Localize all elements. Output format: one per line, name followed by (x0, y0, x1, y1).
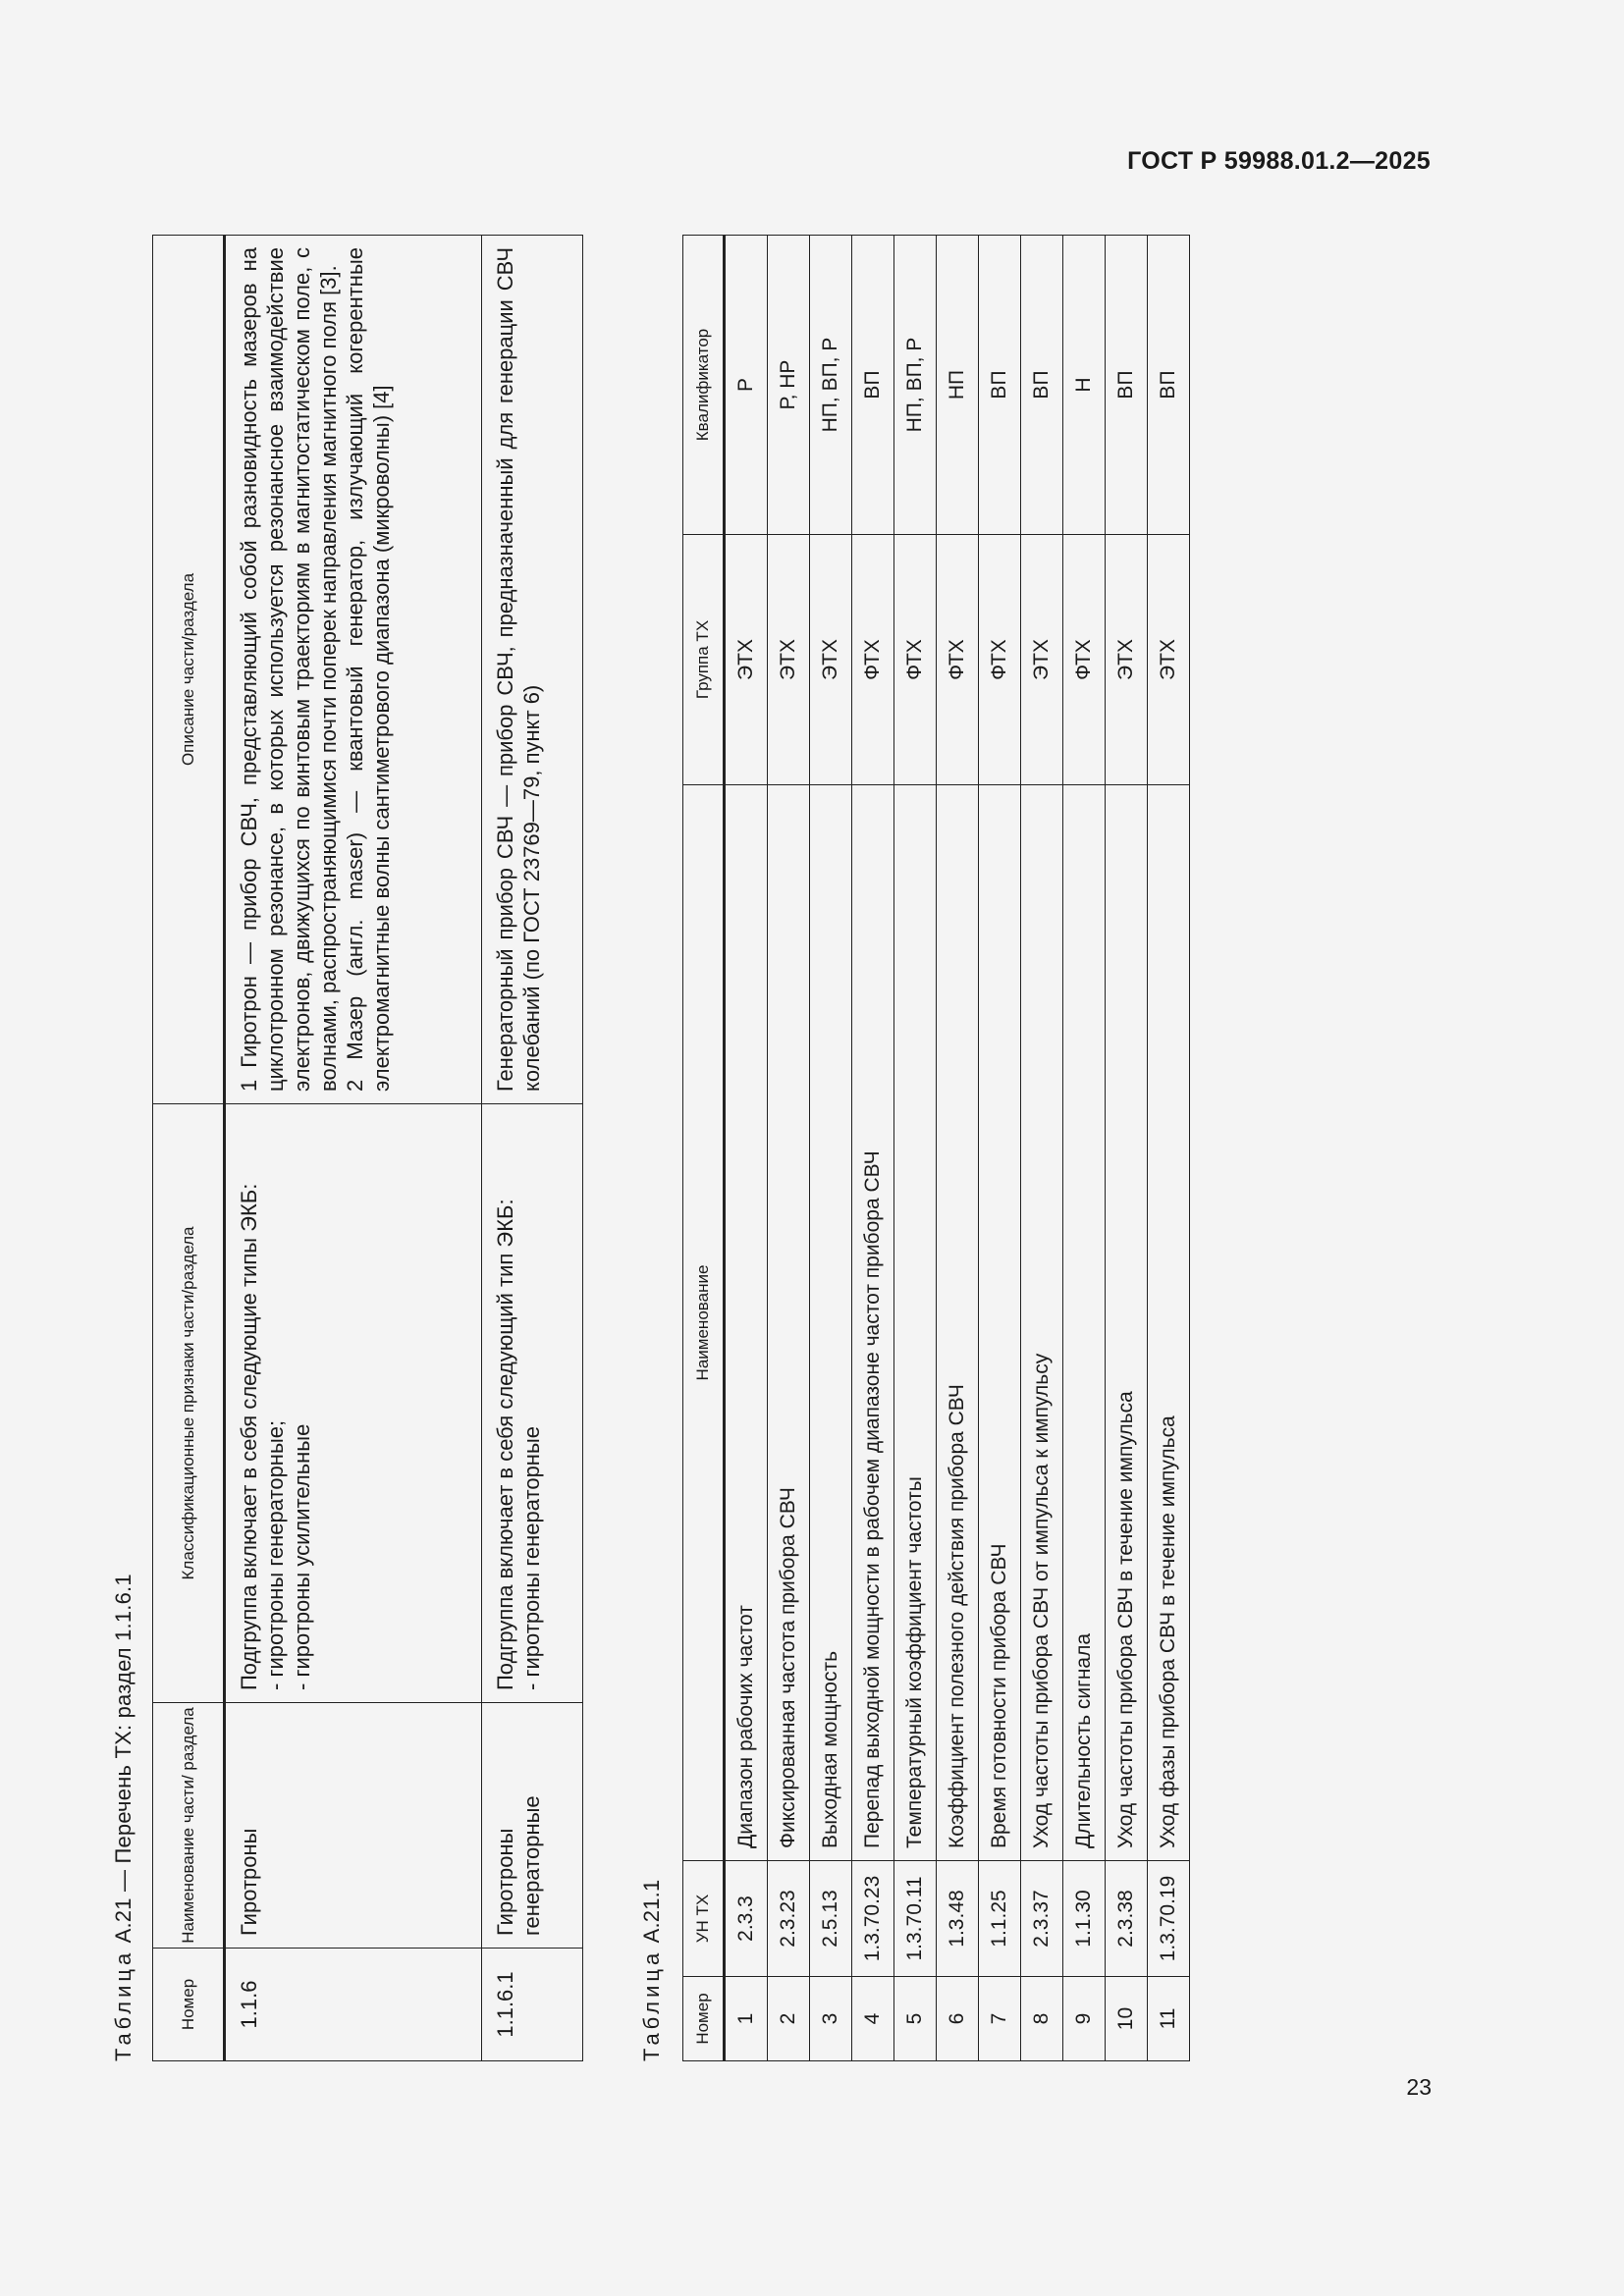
row-name: Длительность сигнала (1063, 785, 1106, 1861)
row-number: 1.1.6.1 (482, 1949, 583, 2061)
document-code: ГОСТ Р 59988.01.2—2025 (1127, 147, 1431, 175)
row-group: ЭТХ (725, 535, 768, 785)
row-code: 1.3.70.19 (1148, 1861, 1190, 1977)
row-number: 1 (725, 1977, 768, 2061)
row-name: Фиксированная частота прибора СВЧ (768, 785, 810, 1861)
table-row (979, 236, 1021, 2061)
row-group: ЭТХ (768, 535, 810, 785)
row-description: Генераторный прибор СВЧ — прибор СВЧ, предназначенный для генерации СВЧ колебаний (по ГОСТ 23769—79, пункт 6) (482, 236, 583, 1104)
row-features: Подгруппа включает в себя следующие типы ЭКБ: - гиротроны генераторные; - гиротроны усилительные (225, 1104, 482, 1703)
row-code: 2.3.23 (768, 1861, 810, 1977)
row-qualifier: ВП (1148, 236, 1190, 535)
table-row (725, 236, 768, 2061)
row-qualifier: ВП (979, 236, 1021, 535)
header-description: Описание части/раздела (153, 236, 225, 1104)
table-row (1148, 236, 1190, 2061)
row-part-name: Гиротроны генераторные (482, 1703, 583, 1949)
row-number: 5 (894, 1977, 937, 2061)
table-a211-header (683, 236, 725, 2061)
row-name: Диапазон рабочих частот (725, 785, 768, 1861)
table-a211-caption: Таблица А.21.1 (639, 1879, 664, 2061)
header-number: Номер (683, 1977, 725, 2061)
table-row (768, 236, 810, 2061)
row-name: Выходная мощность (810, 785, 852, 1861)
row-number: 6 (937, 1977, 979, 2061)
row-name: Уход частоты прибора СВЧ от импульса к импульсу (1021, 785, 1063, 1861)
row-number: 9 (1063, 1977, 1106, 2061)
row-name: Уход фазы прибора СВЧ в течение импульса (1148, 785, 1190, 1861)
table-a21-header (153, 236, 225, 2061)
table-row (810, 236, 852, 2061)
header-part-name: Наименование части/ раздела (153, 1703, 225, 1949)
row-qualifier: ВП (1021, 236, 1063, 535)
row-group: ЭТХ (1021, 535, 1063, 785)
row-group: ФТХ (852, 535, 894, 785)
row-name: Уход частоты прибора СВЧ в течение импульса (1106, 785, 1148, 1861)
row-name: Время готовности прибора СВЧ (979, 785, 1021, 1861)
row-number: 7 (979, 1977, 1021, 2061)
table-row (852, 236, 894, 2061)
row-group: ФТХ (1063, 535, 1106, 785)
row-number: 10 (1106, 1977, 1148, 2061)
row-code: 1.1.25 (979, 1861, 1021, 1977)
row-code: 1.3.48 (937, 1861, 979, 1977)
header-code: УН ТХ (683, 1861, 725, 1977)
row-code: 2.5.13 (810, 1861, 852, 1977)
header-features: Классификационные признаки части/раздела (153, 1104, 225, 1703)
table-row (225, 236, 482, 2061)
table-row (1063, 236, 1106, 2061)
row-code: 1.3.70.11 (894, 1861, 937, 1977)
row-name: Коэффициент полезного действия прибора СВЧ (937, 785, 979, 1861)
row-number: 8 (1021, 1977, 1063, 2061)
row-features: Подгруппа включает в себя следующий тип ЭКБ: - гиротроны генераторные (482, 1104, 583, 1703)
row-number: 4 (852, 1977, 894, 2061)
table-a211 (682, 235, 1190, 2061)
page-number: 23 (1406, 2074, 1432, 2100)
row-number: 3 (810, 1977, 852, 2061)
row-number: 1.1.6 (225, 1949, 482, 2061)
row-code: 2.3.38 (1106, 1861, 1148, 1977)
row-part-name: Гиротроны (225, 1703, 482, 1949)
row-name: Температурный коэффициент частоты (894, 785, 937, 1861)
row-code: 2.3.3 (725, 1861, 768, 1977)
row-qualifier: Р, НР (768, 236, 810, 535)
row-qualifier: ВП (1106, 236, 1148, 535)
row-number: 11 (1148, 1977, 1190, 2061)
header-group: Группа ТХ (683, 535, 725, 785)
rotated-content (93, 0, 1624, 2061)
row-description: 1 Гиротрон — прибор СВЧ, представляющий собой разновидность мазеров на циклотронном резонансе, в которых используется резонансное взаимодействие электронов, движущихся по винтовым траекториям в магнитостатическом поле, с волнами, распространяющимися почти поперек направления магнитного поля [3]. 2 Мазер (англ. maser) — квантовый генератор, излучающий когерентные электромагнитные волны сантиметрового диапазона (микроволны) [4] (225, 236, 482, 1104)
row-group: ЭТХ (1106, 535, 1148, 785)
row-qualifier: Н (1063, 236, 1106, 535)
table-row (482, 236, 583, 2061)
row-group: ЭТХ (810, 535, 852, 785)
header-qualifier: Квалификатор (683, 236, 725, 535)
table-row (1021, 236, 1063, 2061)
row-code: 1.1.30 (1063, 1861, 1106, 1977)
table-row (894, 236, 937, 2061)
row-code: 2.3.37 (1021, 1861, 1063, 1977)
row-group: ФТХ (937, 535, 979, 785)
table-row (1106, 236, 1148, 2061)
row-group: ФТХ (894, 535, 937, 785)
row-qualifier: НП, ВП, Р (894, 236, 937, 535)
table-a21 (152, 235, 583, 2061)
row-qualifier: ВП (852, 236, 894, 535)
row-qualifier: Р (725, 236, 768, 535)
table-row (937, 236, 979, 2061)
header-number: Номер (153, 1949, 225, 2061)
row-qualifier: НП, ВП, Р (810, 236, 852, 535)
table-a21-caption: Таблица А.21 — Перечень ТХ: раздел 1.1.6.1 (111, 1574, 135, 2061)
row-code: 1.3.70.23 (852, 1861, 894, 1977)
row-group: ФТХ (979, 535, 1021, 785)
header-name: Наименование (683, 785, 725, 1861)
row-name: Перепад выходной мощности в рабочем диапазоне частот прибора СВЧ (852, 785, 894, 1861)
row-qualifier: НП (937, 236, 979, 535)
row-group: ЭТХ (1148, 535, 1190, 785)
row-number: 2 (768, 1977, 810, 2061)
